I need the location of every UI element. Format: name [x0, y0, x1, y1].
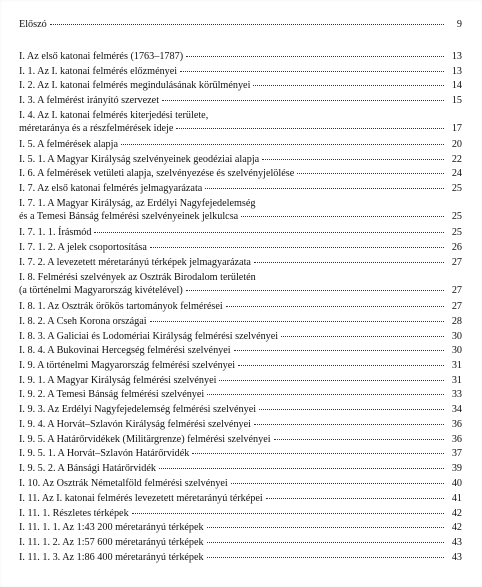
toc-entry-title: I. 11. Az I. katonai felmérés levezetett méretarányú térképei: [19, 493, 263, 504]
dot-leader: [94, 232, 444, 233]
toc-entry-title: I. 3. A felmérést irányító szervezet: [19, 95, 160, 106]
toc-entry-title: I. 9. 3. Az Erdélyi Nagyfejedelemség felmérési szelvényei: [19, 404, 257, 415]
toc-entry-title-continuation: és a Temesi Bánság felmérési szelvényeinek jelkulcsa: [19, 211, 239, 223]
toc-entry-title: I. 7. 1. A Magyar Királyság, az Erdélyi Nagyfejedelemség: [19, 198, 256, 209]
toc-entry-row: [19, 447, 462, 460]
dot-leader: [162, 100, 444, 101]
toc-page-number: 25: [451, 183, 462, 194]
dot-leader: [238, 365, 444, 366]
toc-entry[interactable]: [19, 138, 462, 151]
toc-entry[interactable]: [19, 551, 462, 564]
toc-entry[interactable]: [19, 241, 462, 254]
toc-entry[interactable]: [19, 197, 462, 223]
toc-entry-row: [19, 241, 462, 254]
dot-leader: [226, 306, 444, 307]
toc-entry-title: I. 4. Az I. katonai felmérés kiterjedési területe,: [19, 110, 209, 121]
toc-entry[interactable]: [19, 79, 462, 92]
toc-entry-title: I. 7. 1. 2. A jelek csoportosítása: [19, 242, 147, 253]
toc-entry-title: I. 11. 1. 3. Az 1:86 400 méretarányú térképek: [19, 552, 204, 563]
toc-page-number: 17: [451, 123, 462, 135]
toc-entry[interactable]: [19, 521, 462, 534]
toc-entry[interactable]: [19, 18, 462, 31]
toc-page-number: 41: [451, 493, 462, 504]
dot-leader: [253, 85, 444, 86]
toc-entry[interactable]: [19, 94, 462, 107]
toc-page-number: 31: [451, 360, 462, 371]
toc-entry-row: [19, 50, 462, 63]
toc-entry[interactable]: [19, 300, 462, 313]
toc-page-number: 27: [451, 257, 462, 268]
toc-entry-title: I. 9. 4. A Horvát–Szlavón Királyság felmérési szelvényei: [19, 419, 251, 430]
dot-leader: [281, 336, 444, 337]
toc-entry-title: I. 11. 1. Részletes térképek: [19, 508, 129, 519]
toc-entry-row: [19, 433, 462, 446]
dot-leader: [274, 439, 444, 440]
toc-entry-row: [19, 492, 462, 505]
toc-entry-row: [19, 344, 462, 357]
toc-entry-row: [19, 359, 462, 372]
dot-leader: [180, 71, 444, 72]
toc-entry[interactable]: [19, 536, 462, 549]
toc-page-number: 20: [451, 139, 462, 150]
toc-entry[interactable]: [19, 374, 462, 387]
toc-entry-row: [19, 182, 462, 195]
dot-leader: [266, 498, 444, 499]
toc-entry[interactable]: [19, 256, 462, 269]
toc-page-number: 42: [451, 508, 462, 519]
dot-leader: [159, 468, 444, 469]
toc-entry-row: [19, 226, 462, 239]
toc-entry-row: [19, 521, 462, 534]
toc-entry-title: I. 2. Az I. katonai felmérés megindulásának körülményei: [19, 80, 251, 91]
dot-leader: [234, 350, 444, 351]
toc-entry[interactable]: [19, 109, 462, 135]
toc-entry[interactable]: [19, 403, 462, 416]
toc-entry-title: I. Az első katonai felmérés (1763–1787): [19, 51, 184, 62]
toc-entry[interactable]: [19, 492, 462, 505]
toc-entry[interactable]: [19, 315, 462, 328]
toc-entry[interactable]: [19, 359, 462, 372]
toc-entry-title: I. 9. 2. A Temesi Bánság felmérési szelvényei: [19, 389, 205, 400]
toc-page-number: 15: [451, 95, 462, 106]
dot-leader: [207, 527, 444, 528]
toc-page-number: 28: [451, 316, 462, 327]
dot-leader: [207, 557, 444, 558]
toc-entry[interactable]: [19, 507, 462, 520]
toc-entry-title: Előszó: [19, 19, 47, 30]
dot-leader: [186, 290, 444, 291]
toc-entry[interactable]: [19, 226, 462, 239]
toc-entry-row: [19, 536, 462, 549]
toc-entry[interactable]: [19, 477, 462, 490]
toc-entry[interactable]: [19, 65, 462, 78]
toc-entry[interactable]: [19, 50, 462, 63]
toc-page-number: 34: [451, 404, 462, 415]
toc-page-number: 42: [451, 522, 462, 533]
dot-leader: [231, 483, 444, 484]
toc-entry-title: I. 8. 4. A Bukovinai Hercegség felmérési szelvényei: [19, 345, 231, 356]
toc-entry[interactable]: [19, 388, 462, 401]
toc-page-number: 43: [451, 552, 462, 563]
dot-leader: [50, 24, 444, 25]
toc-entry-title: I. 8. Felmérési szelvények az Osztrák Birodalom területén: [19, 272, 256, 283]
toc-entry-row: [19, 330, 462, 343]
toc-page-number: 27: [451, 301, 462, 312]
toc-entry-row: [19, 388, 462, 401]
toc-entry-title: I. 8. 1. Az Osztrák örökös tartományok felmérései: [19, 301, 223, 312]
dot-leader: [150, 321, 444, 322]
toc-entry-row: [19, 210, 462, 223]
toc-entry-title: I. 7. 2. A levezetett méretarányú térképek jelmagyarázata: [19, 257, 251, 268]
toc-entry-row: [19, 507, 462, 520]
toc-page-number: 43: [451, 537, 462, 548]
dot-leader: [186, 56, 444, 57]
toc-entry-row: [19, 65, 462, 78]
toc-entry-row: [19, 18, 462, 31]
toc-entry-row: [19, 462, 462, 475]
dot-leader: [219, 380, 444, 381]
toc-entry-row: [19, 167, 462, 180]
toc-entry[interactable]: [19, 167, 462, 180]
toc-entry-title: I. 8. 2. A Cseh Korona országai: [19, 316, 147, 327]
toc-page-number: 13: [451, 66, 462, 77]
toc-page-number: 31: [451, 375, 462, 386]
toc-page-number: 33: [451, 389, 462, 400]
toc-entry[interactable]: [19, 462, 462, 475]
toc-entry-row: [19, 300, 462, 313]
dot-leader: [121, 144, 444, 145]
toc-entry-title-continuation: (a történelmi Magyarország kivételével): [19, 285, 183, 297]
toc-entry[interactable]: [19, 418, 462, 431]
toc-entry-title: I. 9. 5. A Határőrvidékek (Militärgrenze) felmérési szelvényei: [19, 434, 271, 445]
toc-entry-row: [19, 477, 462, 490]
toc-entry[interactable]: [19, 330, 462, 343]
dot-leader: [150, 247, 444, 248]
toc-page-number: 36: [451, 419, 462, 430]
dot-leader: [192, 453, 444, 454]
toc-entry-title: I. 9. A történelmi Magyarország felmérési szelvényei: [19, 360, 236, 371]
toc-entry-title: I. 10. Az Osztrák Németalföld felmérési szelvényei: [19, 478, 228, 489]
toc-entry-row: [19, 122, 462, 135]
toc-page-number: 14: [451, 80, 462, 91]
toc-entry-title: I. 1. Az I. katonai felmérés előzményei: [19, 66, 178, 77]
toc-entry-row: [19, 153, 462, 166]
toc-page-number: 26: [451, 242, 462, 253]
toc-page-number: 13: [451, 51, 462, 62]
toc-entry-row: [19, 315, 462, 328]
toc-page-number: 25: [451, 227, 462, 238]
dot-leader: [297, 173, 444, 174]
toc-entry[interactable]: [19, 182, 462, 195]
toc-page-number: 40: [451, 478, 462, 489]
toc-entry-row: [19, 138, 462, 151]
toc-entry-row: [19, 284, 462, 297]
toc-page-number: 36: [451, 434, 462, 445]
toc-entry-title: I. 11. 1. 1. Az 1:43 200 méretarányú térképek: [19, 522, 204, 533]
toc-page-number: 39: [451, 463, 462, 474]
toc-entry-title: I. 5. A felmérések alapja: [19, 139, 119, 150]
toc-entry-title: I. 5. 1. A Magyar Királyság szelvényeinek geodéziai alapja: [19, 154, 260, 165]
toc-entry-title: I. 7. 1. 1. Írásmód: [19, 227, 92, 238]
toc-page-number: 9: [456, 19, 462, 30]
toc-page-number: 30: [451, 331, 462, 342]
toc-page-number: 37: [451, 448, 462, 459]
toc-entry[interactable]: [19, 271, 462, 297]
dot-leader: [205, 188, 444, 189]
toc-entry-row: [19, 374, 462, 387]
dot-leader: [254, 424, 444, 425]
dot-leader: [241, 216, 444, 217]
toc-page-number: 30: [451, 345, 462, 356]
toc-entry-title: I. 6. A felmérések vetületi alapja, szelvényezése és szelvényjelölése: [19, 168, 295, 179]
toc-entry[interactable]: [19, 344, 462, 357]
toc-entry-row: [19, 403, 462, 416]
toc-entry-title: I. 11. 1. 2. Az 1:57 600 méretarányú térképek: [19, 537, 204, 548]
toc-entry[interactable]: [19, 433, 462, 446]
toc-page-number: 24: [451, 168, 462, 179]
toc-entry-row: [19, 551, 462, 564]
dot-leader: [207, 394, 444, 395]
toc-page-number: 25: [451, 211, 462, 223]
toc-entry-title: I. 9. 5. 1. A Horvát–Szlavón Határőrvidék: [19, 448, 190, 459]
dot-leader: [176, 128, 444, 129]
toc-entry-row: [19, 256, 462, 269]
toc-entry-row: [19, 79, 462, 92]
toc-entry-title: I. 9. 5. 2. A Bánsági Határőrvidék: [19, 463, 156, 474]
dot-leader: [132, 513, 444, 514]
toc-entry-title: I. 8. 3. A Galiciai és Lodomériai Királyság felmérési szelvényei: [19, 331, 279, 342]
dot-leader: [259, 409, 444, 410]
dot-leader: [254, 262, 444, 263]
toc-page-number: 22: [451, 154, 462, 165]
dot-leader: [207, 542, 444, 543]
toc-entry-title: I. 9. 1. A Magyar Királyság felmérési szelvényei: [19, 375, 217, 386]
toc-entry-row: [19, 418, 462, 431]
toc-entry-title-continuation: méretaránya és a részfelmérések ideje: [19, 123, 174, 135]
toc-entry-row: [19, 94, 462, 107]
toc-entry-title: I. 7. Az első katonai felmérés jelmagyarázata: [19, 183, 203, 194]
toc-page-number: 27: [451, 285, 462, 297]
dot-leader: [262, 159, 444, 160]
toc-entry[interactable]: [19, 447, 462, 460]
toc-entry[interactable]: [19, 153, 462, 166]
